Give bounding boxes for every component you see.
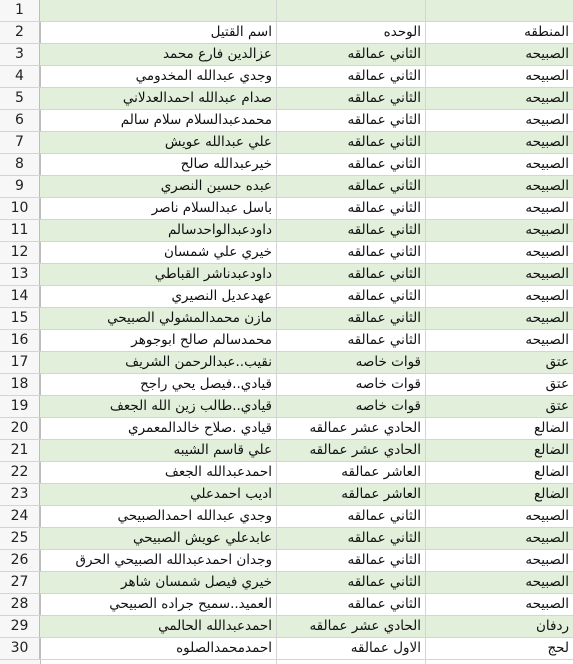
row-cells bbox=[40, 286, 573, 307]
table-row[interactable] bbox=[0, 242, 573, 264]
row-cells bbox=[40, 440, 573, 461]
unit-cell[interactable]: الحادي عشر عمالقه bbox=[309, 618, 421, 634]
table-row[interactable] bbox=[0, 572, 573, 594]
name-cell[interactable]: محمدعبدالسلام سلام سالم bbox=[120, 112, 272, 128]
row-cells bbox=[40, 462, 573, 483]
row-cells bbox=[40, 528, 573, 549]
unit-cell[interactable]: الثاني عمالقه bbox=[347, 574, 421, 590]
row-number[interactable]: 5 bbox=[0, 88, 40, 109]
name-cell[interactable]: علي قاسم الشيبه bbox=[173, 442, 272, 458]
unit-cell[interactable]: العاشر عمالقه bbox=[341, 486, 421, 502]
table-row[interactable] bbox=[0, 528, 573, 550]
table-row[interactable] bbox=[0, 154, 573, 176]
region-cell[interactable]: الصبيحه bbox=[525, 178, 569, 194]
row-number[interactable]: 16 bbox=[0, 330, 40, 351]
region-cell[interactable]: الصبيحه bbox=[525, 244, 569, 260]
row-cells bbox=[40, 396, 573, 417]
name-cell[interactable]: داودعبدالواحدسالم bbox=[167, 222, 272, 238]
row-number[interactable]: 18 bbox=[0, 374, 40, 395]
table-row[interactable] bbox=[0, 506, 573, 528]
region-cell[interactable]: لحج bbox=[547, 640, 569, 656]
unit-cell[interactable]: قوات خاصه bbox=[355, 376, 421, 392]
name-cell[interactable]: احمدعبدالله الجعف bbox=[164, 464, 272, 480]
row-number[interactable]: 22 bbox=[0, 462, 40, 483]
row-cells bbox=[40, 132, 573, 153]
unit-cell[interactable]: الثاني عمالقه bbox=[347, 530, 421, 546]
row-cells bbox=[40, 198, 573, 219]
region-cell[interactable]: الضالع bbox=[534, 486, 569, 502]
row-cells bbox=[40, 484, 573, 505]
name-cell[interactable]: عزالدين فارع محمد bbox=[162, 46, 272, 62]
unit-cell[interactable]: الثاني عمالقه bbox=[347, 266, 421, 282]
table-row[interactable] bbox=[0, 462, 573, 484]
name-cell[interactable]: قيادي..طالب زين الله الجعف bbox=[109, 398, 272, 414]
name-cell[interactable]: وجدان احمدعبدالله الصبيحي الحرق bbox=[75, 552, 272, 568]
row-number[interactable]: 15 bbox=[0, 308, 40, 329]
row-number[interactable]: 17 bbox=[0, 352, 40, 373]
region-cell[interactable]: الصبيحه bbox=[525, 310, 569, 326]
unit-cell[interactable]: الثاني عمالقه bbox=[347, 244, 421, 260]
row-cells bbox=[40, 594, 573, 615]
row-cells bbox=[40, 572, 573, 593]
region-cell[interactable]: الصبيحه bbox=[525, 134, 569, 150]
region-cell[interactable]: الصبيحه bbox=[525, 112, 569, 128]
name-cell[interactable]: محمدسالم صالح ابوجوهر bbox=[131, 332, 272, 348]
unit-cell[interactable]: الثاني عمالقه bbox=[347, 332, 421, 348]
table-row[interactable] bbox=[0, 418, 573, 440]
unit-cell[interactable]: الثاني عمالقه bbox=[347, 112, 421, 128]
unit-cell[interactable]: الثاني عمالقه bbox=[347, 508, 421, 524]
table-row[interactable] bbox=[0, 264, 573, 286]
row-cells bbox=[40, 308, 573, 329]
unit-cell[interactable]: الثاني عمالقه bbox=[347, 46, 421, 62]
row-number[interactable]: 8 bbox=[0, 154, 40, 175]
row-number[interactable]: 1 bbox=[0, 0, 40, 21]
row-cells bbox=[40, 550, 573, 571]
name-cell[interactable]: نقيب..عبدالرحمن الشريف bbox=[125, 354, 272, 370]
header-unit-cell[interactable]: الوحده bbox=[383, 24, 421, 40]
row-cells bbox=[40, 638, 573, 659]
region-cell[interactable]: عتق bbox=[545, 376, 569, 392]
table-row[interactable] bbox=[0, 286, 573, 308]
region-cell[interactable]: الصبيحه bbox=[525, 332, 569, 348]
region-cell[interactable]: الصبيحه bbox=[525, 530, 569, 546]
region-cell[interactable]: الصبيحه bbox=[525, 596, 569, 612]
name-cell[interactable]: قيادي..فيصل يحي راجح bbox=[140, 376, 272, 392]
table-row[interactable] bbox=[0, 132, 573, 154]
column-gridline bbox=[425, 0, 426, 664]
region-cell[interactable]: الضالع bbox=[534, 420, 569, 436]
row-cells bbox=[40, 374, 573, 395]
table-row[interactable] bbox=[0, 44, 573, 66]
unit-cell[interactable]: الثاني عمالقه bbox=[347, 134, 421, 150]
table-row[interactable] bbox=[0, 352, 573, 374]
unit-cell[interactable]: الثاني عمالقه bbox=[347, 90, 421, 106]
row-number[interactable]: 29 bbox=[0, 616, 40, 637]
name-cell[interactable]: عهدعديل النصيري bbox=[171, 288, 272, 304]
name-cell[interactable]: علي عبدالله عويش bbox=[164, 134, 272, 150]
column-gridline bbox=[276, 0, 277, 664]
row-number[interactable]: 2 bbox=[0, 22, 40, 43]
name-cell[interactable]: باسل عبدالسلام ناصر bbox=[151, 200, 272, 216]
row-cells bbox=[40, 352, 573, 373]
table-row[interactable] bbox=[0, 308, 573, 330]
name-cell[interactable]: مازن محمدالمشولي الصبيحي bbox=[107, 310, 272, 326]
row-number[interactable]: 21 bbox=[0, 440, 40, 461]
name-cell[interactable]: العميد..سميح جراده الصبيحي bbox=[109, 596, 272, 612]
region-cell[interactable]: عتق bbox=[545, 398, 569, 414]
table-row[interactable] bbox=[0, 594, 573, 616]
unit-cell[interactable]: الحادي عشر عمالقه bbox=[309, 420, 421, 436]
region-cell[interactable]: ردفان bbox=[535, 618, 569, 634]
name-cell[interactable]: وجدي عبدالله المخدومي bbox=[135, 68, 272, 84]
row-number[interactable]: 28 bbox=[0, 594, 40, 615]
name-cell[interactable]: قيادي .صلاح خالدالمعمري bbox=[128, 420, 272, 436]
row-cells[interactable] bbox=[40, 0, 573, 21]
unit-cell[interactable]: الثاني عمالقه bbox=[347, 178, 421, 194]
name-cell[interactable]: خيري فيصل شمسان شاهر bbox=[121, 574, 272, 590]
name-cell[interactable]: داودعبدناشر القباطي bbox=[154, 266, 272, 282]
region-cell[interactable]: الضالع bbox=[534, 464, 569, 480]
row-number[interactable]: 6 bbox=[0, 110, 40, 131]
region-cell[interactable]: الصبيحه bbox=[525, 574, 569, 590]
unit-cell[interactable]: الثاني عمالقه bbox=[347, 156, 421, 172]
row-cells bbox=[40, 418, 573, 439]
row-cells bbox=[40, 154, 573, 175]
unit-cell[interactable]: الثاني عمالقه bbox=[347, 288, 421, 304]
row-number[interactable]: 20 bbox=[0, 418, 40, 439]
row-cells bbox=[40, 44, 573, 65]
name-cell[interactable]: خيرعبدالله صالح bbox=[180, 156, 272, 172]
row-cells bbox=[40, 330, 573, 351]
table-row[interactable] bbox=[0, 638, 573, 660]
table-row[interactable] bbox=[0, 616, 573, 638]
region-cell[interactable]: الصبيحه bbox=[525, 156, 569, 172]
table-row[interactable] bbox=[0, 110, 573, 132]
header-name-cell[interactable]: اسم القتيل bbox=[210, 24, 272, 40]
row-cells bbox=[40, 220, 573, 241]
row-cells bbox=[40, 176, 573, 197]
row-cells bbox=[40, 66, 573, 87]
name-cell[interactable]: خيري علي شمسان bbox=[164, 244, 272, 260]
row-number[interactable]: 14 bbox=[0, 286, 40, 307]
region-cell[interactable]: عتق bbox=[545, 354, 569, 370]
table-row[interactable] bbox=[0, 176, 573, 198]
unit-cell[interactable]: قوات خاصه bbox=[355, 398, 421, 414]
name-cell[interactable]: عابدعلي عويش الصبيحي bbox=[132, 530, 272, 546]
row-number[interactable]: 9 bbox=[0, 176, 40, 197]
region-cell[interactable]: الضالع bbox=[534, 442, 569, 458]
unit-cell[interactable]: الثاني عمالقه bbox=[347, 596, 421, 612]
row-number[interactable]: 26 bbox=[0, 550, 40, 571]
unit-cell[interactable]: الحادي عشر عمالقه bbox=[309, 442, 421, 458]
unit-cell[interactable]: الثاني عمالقه bbox=[347, 200, 421, 216]
name-cell[interactable]: وجدي عبدالله احمدالصبيحي bbox=[117, 508, 272, 524]
row-cells bbox=[40, 242, 573, 263]
unit-cell[interactable]: قوات خاصه bbox=[355, 354, 421, 370]
row-number[interactable]: 27 bbox=[0, 572, 40, 593]
unit-cell[interactable]: الاول عمالقه bbox=[350, 640, 421, 656]
row-cells bbox=[40, 88, 573, 109]
header-region-cell[interactable]: المنطقه bbox=[524, 24, 569, 40]
unit-cell[interactable]: العاشر عمالقه bbox=[341, 464, 421, 480]
row-cells bbox=[40, 264, 573, 285]
row-number[interactable]: 10 bbox=[0, 198, 40, 219]
table-row[interactable] bbox=[0, 374, 573, 396]
table-row[interactable] bbox=[0, 484, 573, 506]
row-cells bbox=[40, 616, 573, 637]
name-cell[interactable]: اديب احمدعلي bbox=[190, 486, 272, 502]
unit-cell[interactable]: الثاني عمالقه bbox=[347, 552, 421, 568]
table-row[interactable] bbox=[0, 440, 573, 462]
row-cells bbox=[40, 506, 573, 527]
row-number[interactable]: 12 bbox=[0, 242, 40, 263]
region-cell[interactable]: الصبيحه bbox=[525, 552, 569, 568]
region-cell[interactable]: الصبيحه bbox=[525, 266, 569, 282]
unit-cell[interactable]: الثاني عمالقه bbox=[347, 68, 421, 84]
row-number[interactable]: 23 bbox=[0, 484, 40, 505]
name-cell[interactable]: صدام عبدالله احمدالعدلاني bbox=[122, 90, 272, 106]
table-row[interactable] bbox=[0, 198, 573, 220]
row-number[interactable]: 19 bbox=[0, 396, 40, 417]
name-cell[interactable]: عبده حسين النصري bbox=[160, 178, 272, 194]
region-cell[interactable]: الصبيحه bbox=[525, 90, 569, 106]
region-cell[interactable]: الصبيحه bbox=[525, 200, 569, 216]
row-number[interactable]: 30 bbox=[0, 638, 40, 659]
row-cells bbox=[40, 22, 573, 43]
row-number[interactable]: 7 bbox=[0, 132, 40, 153]
region-cell[interactable]: الصبيحه bbox=[525, 46, 569, 62]
row-number[interactable]: 13 bbox=[0, 264, 40, 285]
sheet-row-1[interactable] bbox=[0, 0, 573, 22]
table-row[interactable] bbox=[0, 550, 573, 572]
row-number[interactable]: 25 bbox=[0, 528, 40, 549]
name-cell[interactable]: احمدمحمدالصلوه bbox=[176, 640, 272, 656]
table-row[interactable] bbox=[0, 330, 573, 352]
region-cell[interactable]: الصبيحه bbox=[525, 222, 569, 238]
header-row[interactable] bbox=[0, 22, 573, 44]
table-row[interactable] bbox=[0, 220, 573, 242]
row-number[interactable]: 4 bbox=[0, 66, 40, 87]
region-cell[interactable]: الصبيحه bbox=[525, 288, 569, 304]
table-row[interactable] bbox=[0, 396, 573, 418]
row-cells bbox=[40, 110, 573, 131]
region-cell[interactable]: الصبيحه bbox=[525, 68, 569, 84]
region-cell[interactable]: الصبيحه bbox=[525, 508, 569, 524]
row-number[interactable]: 11 bbox=[0, 220, 40, 241]
unit-cell[interactable]: الثاني عمالقه bbox=[347, 310, 421, 326]
row-number[interactable]: 3 bbox=[0, 44, 40, 65]
name-cell[interactable]: احمدعبدالله الحالمي bbox=[158, 618, 272, 634]
row-number[interactable]: 24 bbox=[0, 506, 40, 527]
table-row[interactable] bbox=[0, 66, 573, 88]
unit-cell[interactable]: الثاني عمالقه bbox=[347, 222, 421, 238]
table-row[interactable] bbox=[0, 88, 573, 110]
